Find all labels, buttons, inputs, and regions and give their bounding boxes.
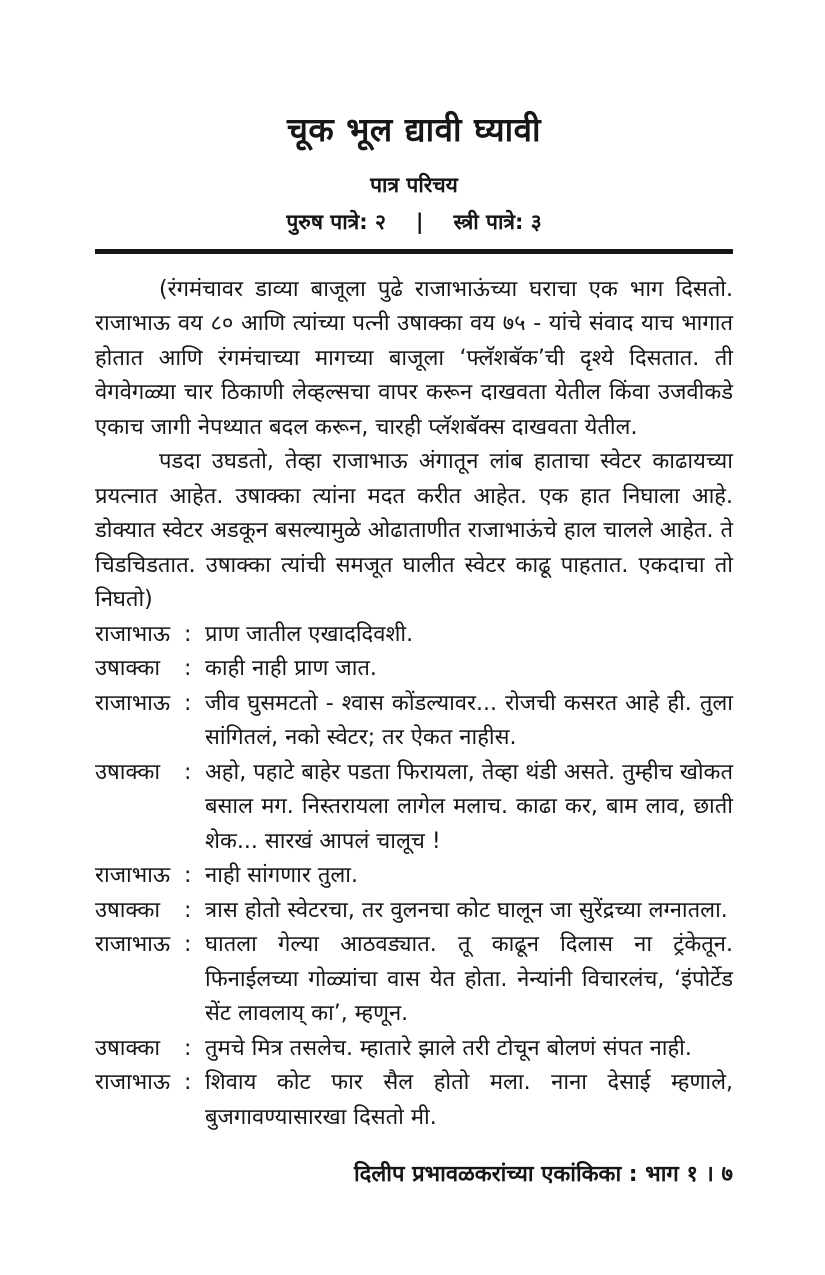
female-cast-count: स्त्री पात्रे: ३	[453, 209, 542, 234]
speaker-colon: :	[184, 759, 192, 785]
speaker-colon: :	[184, 1035, 192, 1061]
dialogue-line	[95, 894, 733, 929]
speaker-colon: :	[184, 863, 192, 889]
speech-text: प्राण जातील एखाददिवशी.	[205, 621, 414, 647]
speaker-colon: :	[184, 656, 192, 682]
script-body	[95, 273, 733, 1136]
play-title: चूक भूल द्यावी घ्यावी	[286, 110, 542, 149]
dialogue-line	[95, 756, 733, 860]
stage-direction: पडदा उघडतो, तेव्हा राजाभाऊ अंगातून लांब हाताचा स्वेटर काढायच्या प्रयत्नात आहेत. उषाक्का त्यांना मदत करीत आहेत. एक हात निघाला आहे. डोक्यात स्वेटर अडकून बसल्यामुळे ओढाताणीत राजाभाऊंचे हाल चालले आहेत. ते चिडचिडतात. उषाक्का त्यांची समजूत घालीत स्वेटर काढू पाहतात. एकदाचा तो निघतो)	[95, 449, 733, 613]
speech-text: अहो, पहाटे बाहेर पडता फिरायला, तेव्हा थंडी असते. तुम्हीच खोकत बसाल मग. निस्तरायला लागेल मलाच. काढा कर, बाम लाव, छाती शेक... सारखं आपलं चालूच !	[205, 759, 733, 854]
speaker-name: उषाक्का	[95, 1035, 161, 1061]
speech-text: त्रास होतो स्वेटरचा, तर वुलनचा कोट घालून जा सुरेंद्रच्या लग्नातला.	[205, 897, 728, 923]
dialogue-line	[95, 618, 733, 653]
speaker-name: राजाभाऊ	[95, 1070, 171, 1096]
cast-separator: |	[415, 209, 424, 234]
speech-text: घातला गेल्या आठवड्यात. तू काढून दिलास ना ट्रंकेतून. फिनाईलच्या गोळ्यांचा वास येत होता. नेन्यांनी विचारलंच, ‘इंपोर्टेड सेंट लावलाय् का’, म्हणून.	[205, 932, 733, 1027]
dialogue-line	[95, 1066, 733, 1135]
stage-direction: (रंगमंचावर डाव्या बाजूला पुढे राजाभाऊंच्या घराचा एक भाग दिसतो. राजाभाऊ वय ८० आणि त्यांच्या पत्नी उषाक्का वय ७५ - यांचे संवाद याच भागात होतात आणि रंगमंचाच्या मागच्या बाजूला ‘फ्लॅशबॅक’ची दृश्ये दिसतात. ती वेगवेगळ्या चार ठिकाणी लेव्हल्सचा वापर करून दाखवता येतील किंवा उजवीकडे एकाच जागी नेपथ्यात बदल करून, चारही प्लॅशबॅक्स दाखवता येतील.	[95, 276, 733, 440]
speaker-name: राजाभाऊ	[95, 690, 171, 716]
speaker-colon: :	[184, 690, 192, 716]
speech-text: काही नाही प्राण जात.	[205, 656, 377, 682]
speaker-colon: :	[184, 621, 192, 647]
page-header	[95, 110, 733, 254]
dialogue-line	[95, 859, 733, 894]
speech-text: तुमचे मित्र तसलेच. म्हातारे झाले तरी टोचून बोलणं संपत नाही.	[205, 1035, 692, 1061]
speaker-colon: :	[184, 1070, 192, 1096]
dialogue-line	[95, 1032, 733, 1067]
header-rule	[95, 249, 733, 254]
speaker-name: उषाक्का	[95, 897, 161, 923]
speaker-name: राजाभाऊ	[95, 621, 171, 647]
dialogue-line	[95, 687, 733, 756]
speaker-name: उषाक्का	[95, 656, 161, 682]
speech-text: शिवाय कोट फार सैल होतो मला. नाना देसाई म्हणाले, बुजगावण्यासारखा दिसतो मी.	[205, 1070, 733, 1130]
cast-heading: पात्र परिचय	[370, 172, 458, 197]
speech-text: जीव घुसमटतो - श्वास कोंडल्यावर... रोजची कसरत आहे ही. तुला सांगितलं, नको स्वेटर; तर ऐकत नाहीस.	[205, 690, 733, 751]
speaker-colon: :	[184, 932, 192, 958]
speaker-name: राजाभाऊ	[95, 863, 171, 889]
speaker-name: राजाभाऊ	[95, 932, 171, 958]
running-footer: दिलीप प्रभावळकरांच्या एकांकिका : भाग १ । ७	[353, 1162, 733, 1187]
speech-text: नाही सांगणार तुला.	[205, 863, 358, 889]
dialogue-line	[95, 928, 733, 1032]
male-cast-count: पुरुष पात्रे: २	[286, 209, 386, 234]
speaker-name: उषाक्का	[95, 759, 161, 785]
cast-count-line	[95, 208, 733, 236]
speaker-colon: :	[184, 897, 192, 923]
dialogue-line	[95, 652, 733, 687]
